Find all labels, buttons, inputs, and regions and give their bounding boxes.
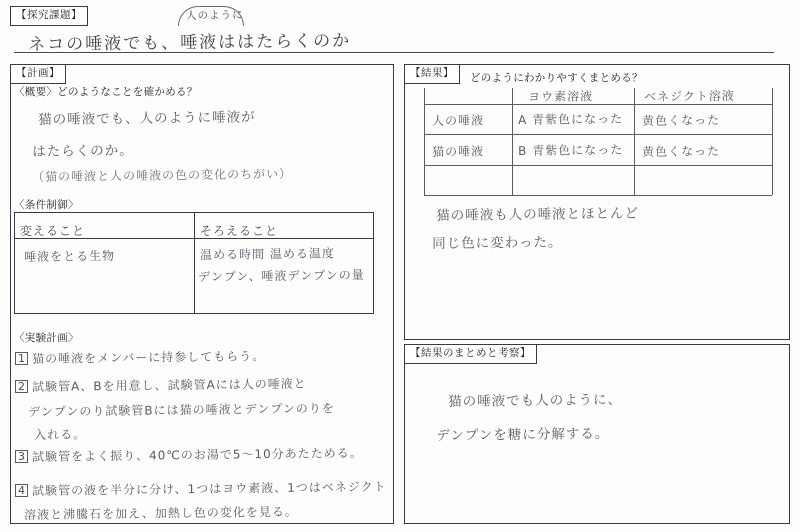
result-row-1-cell-2: 黄色くなった	[642, 113, 721, 128]
overview-line-3: （猫の唾液と人の唾液の色の変化のちがい）	[32, 166, 293, 184]
result-row-2-label: 猫の唾液	[432, 144, 485, 159]
result-col-header-1: ヨウ素溶液	[528, 89, 594, 104]
result-table-rule-1	[424, 134, 772, 135]
result-table-col-rule-2	[634, 88, 635, 195]
result-table-left-rule	[424, 88, 425, 195]
plan-overview-label: 〈概要〉どのようなことを確かめる？	[14, 86, 198, 98]
summary-line-1: 猫の唾液でも人のように、	[448, 391, 623, 410]
experiment-step-2-line-2: デンプンのり試験管Bには猫の唾液とデンプンのりを	[28, 401, 335, 419]
annotation-balloon-icon	[178, 6, 244, 26]
conditions-header-change: 変えること	[20, 224, 86, 238]
overview-line-1: 猫の唾液でも、人のように唾液が	[38, 109, 256, 128]
summary-tag: 【結果のまとめと考察】	[404, 344, 537, 364]
experiment-step-4-line-1: 試験管の液を半分に分け、1つはヨウ素液、1つはベネジクト	[32, 479, 387, 498]
experiment-step-1-line-1: 猫の唾液をメンバーに持参してもらう。	[32, 349, 266, 366]
conditions-cell-change-1: 唾液をとる生物	[24, 248, 116, 264]
conditions-table-column-rule	[194, 212, 195, 314]
conditions-cell-keep-1: 温める時間 温める温度	[200, 246, 336, 262]
result-tag: 【結果】	[404, 64, 460, 84]
experiment-step-4-line-2: 溶液と沸騰石を加え、加熱し色の変化を見る。	[24, 504, 298, 522]
result-row-2-cell-1: B 青紫色になった	[518, 142, 624, 158]
title-annotation: 人のように	[186, 9, 244, 22]
result-table-rule-2	[424, 165, 772, 166]
experiment-label: 〈実験計画〉	[14, 332, 79, 344]
experiment-step-2-line-1: 試験管A、Bを用意し、試験管Aには人の唾液と	[32, 376, 307, 394]
result-note-1: 猫の唾液も人の唾液とほとんど	[436, 205, 640, 224]
experiment-step-1-number: 1	[15, 352, 28, 365]
inquiry-tag: 【探究課題】	[10, 6, 88, 26]
title-underline	[14, 52, 774, 53]
experiment-step-2-line-3: 入れる。	[34, 427, 87, 442]
experiment-step-4-number: 4	[15, 484, 28, 497]
conditions-label: 〈条件制御〉	[14, 199, 79, 211]
plan-tag: 【計画】	[10, 64, 66, 84]
result-row-2-cell-2: 黄色くなった	[642, 144, 721, 159]
result-table-top-rule	[424, 104, 772, 105]
result-label: どのようにわかりやすくまとめる？	[470, 72, 643, 84]
conditions-cell-keep-2: デンプン、唾液デンプンの量	[198, 267, 365, 284]
experiment-step-3-number: 3	[15, 450, 28, 463]
overview-line-2: はたらくのか。	[32, 142, 134, 160]
inquiry-title: ネコの唾液でも、唾液ははたらくのか	[28, 31, 352, 55]
result-table-right-rule	[772, 88, 773, 195]
summary-line-2: デンプンを糖に分解する。	[436, 425, 610, 444]
result-row-1-label: 人の唾液	[432, 113, 485, 128]
result-table-bottom-rule	[424, 195, 772, 196]
experiment-step-3-line-1: 試験管をよく振り、40℃のお湯で5〜10分あたためる。	[32, 445, 363, 464]
result-note-2: 同じ色に変わった。	[432, 234, 563, 252]
result-col-header-2: ベネジクト溶液	[644, 88, 735, 104]
result-row-1-cell-1: A 青紫色になった	[518, 111, 624, 127]
conditions-header-keep: そろえること	[200, 224, 279, 238]
experiment-step-2-number: 2	[15, 380, 28, 393]
result-table-col-rule-1	[512, 88, 513, 195]
